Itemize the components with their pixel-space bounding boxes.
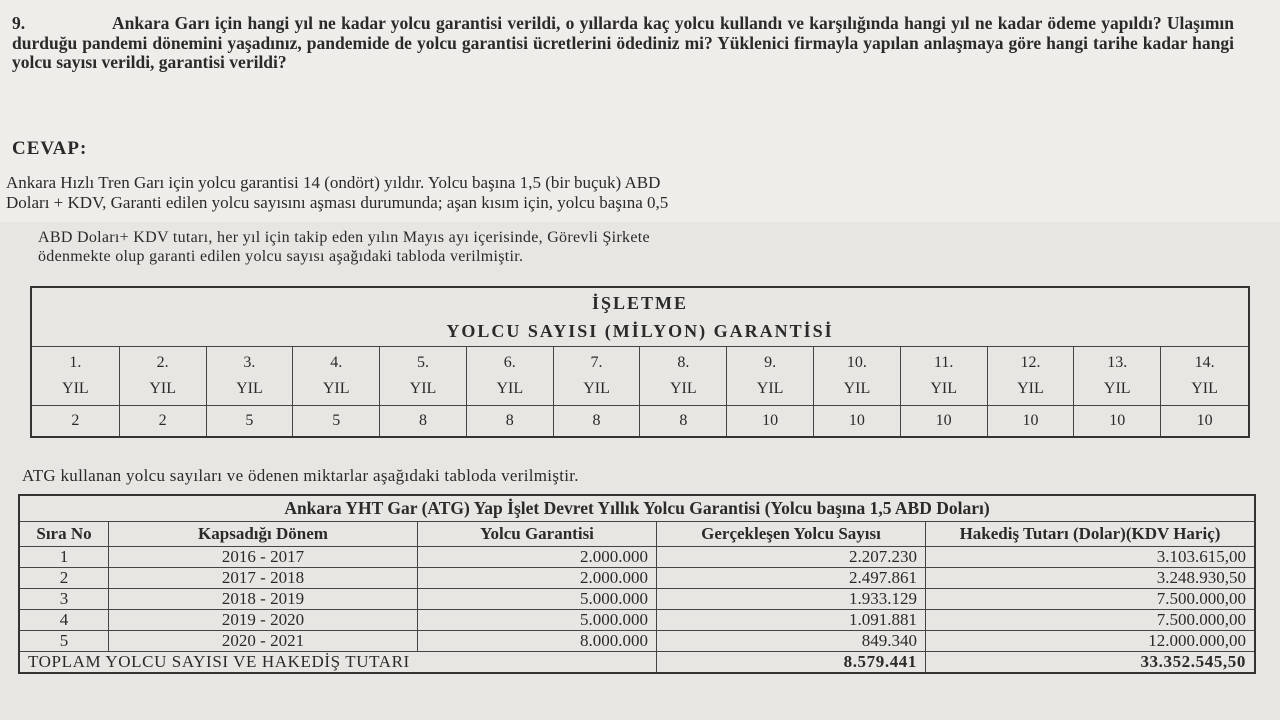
year-cell: 7. YIL	[553, 347, 640, 406]
row-payment: 7.500.000,00	[926, 610, 1256, 631]
row-period: 2018 - 2019	[109, 589, 418, 610]
total-payment: 33.352.545,50	[926, 652, 1256, 674]
value-cell: 5	[293, 406, 380, 438]
row-period: 2019 - 2020	[109, 610, 418, 631]
value-cell: 8	[553, 406, 640, 438]
total-row	[19, 652, 1255, 674]
year-cell: 12. YIL	[987, 347, 1074, 406]
value-cell: 2	[31, 406, 119, 438]
year-cell: 5. YIL	[380, 347, 467, 406]
guarantee-heading-line2: YOLCU SAYISI (MİLYON) GARANTİSİ	[446, 321, 834, 341]
year-cell: 9. YIL	[727, 347, 814, 406]
row-actual: 2.207.230	[657, 547, 926, 568]
header-actual: Gerçekleşen Yolcu Sayısı	[657, 522, 926, 547]
row-no: 3	[19, 589, 109, 610]
intro-line: ABD Doları+ KDV tutarı, her yıl için takip eden yılın Mayıs ayı içerisinde, Görevli Şirkete	[38, 229, 650, 246]
intro-text	[38, 228, 1248, 266]
row-period: 2016 - 2017	[109, 547, 418, 568]
row-payment: 12.000.000,00	[926, 631, 1256, 652]
row-period: 2017 - 2018	[109, 568, 418, 589]
year-cell: 14. YIL	[1161, 347, 1249, 406]
total-actual: 8.579.441	[657, 652, 926, 674]
row-guarantee: 2.000.000	[418, 547, 657, 568]
year-cell: 10. YIL	[814, 347, 901, 406]
row-payment: 3.248.930,50	[926, 568, 1256, 589]
guarantee-table-heading	[31, 287, 1249, 347]
row-guarantee: 5.000.000	[418, 610, 657, 631]
answer-text	[6, 173, 1230, 213]
row-guarantee: 5.000.000	[418, 589, 657, 610]
year-cell: 6. YIL	[466, 347, 553, 406]
value-cell: 2	[119, 406, 206, 438]
year-cell: 3. YIL	[206, 347, 293, 406]
value-cell: 10	[1074, 406, 1161, 438]
passenger-header-row	[19, 522, 1255, 547]
answer-line: Doları + KDV, Garanti edilen yolcu sayısını aşması durumunda; aşan kısım için, yolcu başına 0,5	[6, 193, 669, 212]
answer-heading: CEVAP:	[12, 138, 88, 159]
row-guarantee: 2.000.000	[418, 568, 657, 589]
value-cell: 8	[380, 406, 467, 438]
row-no: 4	[19, 610, 109, 631]
year-cell: 2. YIL	[119, 347, 206, 406]
intro-line: ödenmekte olup garanti edilen yolcu sayısı aşağıdaki tabloda verilmiştir.	[38, 248, 524, 265]
year-cell: 13. YIL	[1074, 347, 1161, 406]
table-row	[19, 568, 1255, 589]
row-actual: 1.933.129	[657, 589, 926, 610]
row-actual: 2.497.861	[657, 568, 926, 589]
year-cell: 1. YIL	[31, 347, 119, 406]
answer-line: Ankara Hızlı Tren Garı için yolcu garantisi 14 (ondört) yıldır. Yolcu başına 1,5 (bir buçuk) ABD	[6, 173, 661, 192]
between-text: ATG kullanan yolcu sayıları ve ödenen miktarlar aşağıdaki tabloda verilmiştir.	[22, 466, 579, 485]
value-cell: 10	[987, 406, 1074, 438]
row-actual: 849.340	[657, 631, 926, 652]
header-no: Sıra No	[19, 522, 109, 547]
table-row	[19, 610, 1255, 631]
row-period: 2020 - 2021	[109, 631, 418, 652]
value-cell: 10	[727, 406, 814, 438]
table-row	[19, 589, 1255, 610]
passenger-table-title: Ankara YHT Gar (ATG) Yap İşlet Devret Yıllık Yolcu Garantisi (Yolcu başına 1,5 ABD Doları)	[19, 495, 1255, 522]
question-body: Ankara Garı için hangi yıl ne kadar yolcu garantisi verildi, o yıllarda kaç yolcu kullandı ve karşılığında hangi yıl ne kadar ödeme yapıldı? Ulaşımın durduğu pandemi dönemini yaşadınız, pandemide de yolcu garantisi ücretlerini ödediniz mi? Yüklenici firmayla yapılan anlaşmaya göre hangi tarihe kadar hangi yolcu sayısı verildi, garantisi verildi?	[12, 13, 1234, 72]
value-cell: 5	[206, 406, 293, 438]
row-no: 5	[19, 631, 109, 652]
header-period: Kapsadığı Dönem	[109, 522, 418, 547]
row-payment: 3.103.615,00	[926, 547, 1256, 568]
question-text	[12, 14, 1234, 73]
year-cell: 8. YIL	[640, 347, 727, 406]
year-cell: 4. YIL	[293, 347, 380, 406]
header-guarantee: Yolcu Garantisi	[418, 522, 657, 547]
value-cell: 8	[466, 406, 553, 438]
value-row	[31, 406, 1249, 438]
passenger-table	[18, 494, 1256, 674]
header-payment: Hakediş Tutarı (Dolar)(KDV Hariç)	[926, 522, 1256, 547]
year-cell: 11. YIL	[900, 347, 987, 406]
value-cell: 10	[900, 406, 987, 438]
value-cell: 10	[1161, 406, 1249, 438]
row-no: 1	[19, 547, 109, 568]
row-payment: 7.500.000,00	[926, 589, 1256, 610]
year-row	[31, 347, 1249, 406]
guarantee-heading-line1: İŞLETME	[591, 293, 689, 313]
value-cell: 8	[640, 406, 727, 438]
guarantee-table	[30, 286, 1250, 438]
row-guarantee: 8.000.000	[418, 631, 657, 652]
row-no: 2	[19, 568, 109, 589]
tables-section	[0, 222, 1280, 720]
question-number: 9.	[12, 13, 26, 33]
row-actual: 1.091.881	[657, 610, 926, 631]
question-section	[0, 0, 1280, 222]
total-label: TOPLAM YOLCU SAYISI VE HAKEDİŞ TUTARI	[19, 652, 657, 674]
table-row	[19, 631, 1255, 652]
table-row	[19, 547, 1255, 568]
value-cell: 10	[814, 406, 901, 438]
